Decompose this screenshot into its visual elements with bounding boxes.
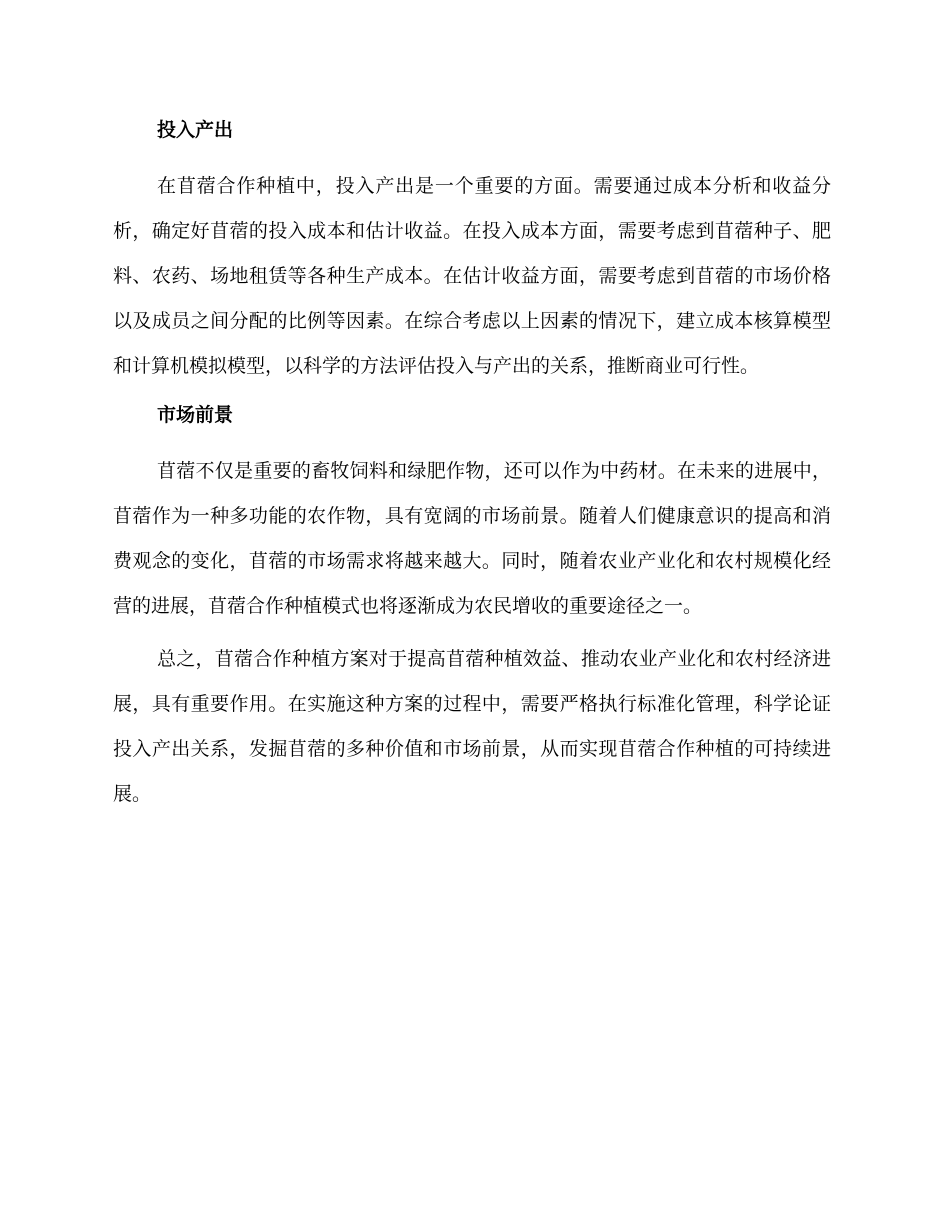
paragraph-market-prospect: 苜蓿不仅是重要的畜牧饲料和绿肥作物，还可以作为中药材。在未来的进展中，苜蓿作为一种多功能的农作物，具有宽阔的市场前景。随着人们健康意识的提高和消费观念的变化，苜蓿的市场需求将越来越大。同时，随着农业产业化和农村规模化经营的进展，苜蓿合作种植模式也将逐渐成为农民增收的重要途径之一。 [113,460,831,617]
section-heading-input-output: 投入产出 [157,119,234,141]
section-heading-market-prospect: 市场前景 [157,404,234,426]
paragraph-conclusion: 总之，苜蓿合作种植方案对于提高苜蓿种植效益、推动农业产业化和农村经济进展，具有重要作用。在实施这种方案的过程中，需要严格执行标准化管理，科学论证投入产出关系，发掘苜蓿的多种价值和市场前景，从而实现苜蓿合作种植的可持续进展。 [113,648,831,805]
paragraph-input-output: 在苜蓿合作种植中，投入产出是一个重要的方面。需要通过成本分析和收益分析，确定好苜蓿的投入成本和估计收益。在投入成本方面，需要考虑到苜蓿种子、肥料、农药、场地租赁等各种生产成本。在估计收益方面，需要考虑到苜蓿的市场价格以及成员之间分配的比例等因素。在综合考虑以上因素的情况下，建立成本核算模型和计算机模拟模型，以科学的方法评估投入与产出的关系，推断商业可行性。 [113,175,831,377]
document-page [113,112,831,825]
